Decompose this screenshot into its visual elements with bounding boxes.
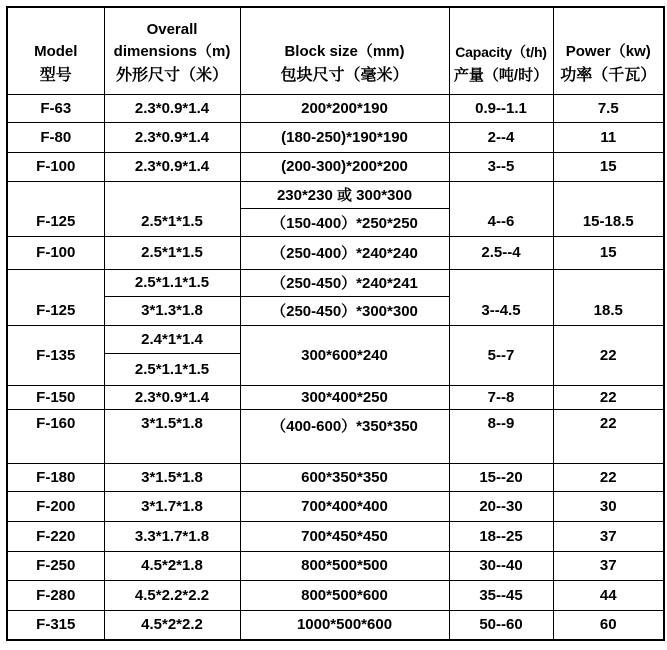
overall-cell: 2.3*0.9*1.4	[104, 152, 240, 181]
capacity-cell: 7--8	[449, 385, 553, 409]
capacity-cell: 4--6	[449, 181, 553, 236]
power-cell: 11	[553, 122, 664, 152]
block-cell: （250-400）*240*240	[240, 236, 449, 269]
row-f63	[7, 94, 664, 122]
model-header-cell	[7, 7, 104, 94]
model-cell: F-220	[7, 521, 104, 551]
capacity-cell: 15--20	[449, 463, 553, 491]
power-cell: 30	[553, 491, 664, 521]
row-f80	[7, 122, 664, 152]
row-f100a	[7, 152, 664, 181]
power-header-zh: 功率（千瓦）	[560, 66, 657, 84]
overall-cell-option2: 2.5*1.1*1.5	[104, 353, 240, 385]
capacity-cell: 35--45	[449, 580, 553, 610]
model-cell: F-80	[7, 122, 104, 152]
overall-cell: 3.3*1.7*1.8	[104, 521, 240, 551]
row-f100b	[7, 236, 664, 269]
model-cell: F-200	[7, 491, 104, 521]
power-cell: 22	[553, 385, 664, 409]
capacity-cell: 5--7	[449, 325, 553, 385]
overall-cell-option1: 2.4*1*1.4	[104, 325, 240, 353]
overall-cell: 2.5*1*1.5	[104, 236, 240, 269]
row-f220	[7, 521, 664, 551]
row-f250	[7, 551, 664, 580]
capacity-header-zh: 产量（吨/时）	[453, 66, 549, 84]
block-cell: 1000*500*600	[240, 610, 449, 640]
block-cell: (200-300)*200*200	[240, 152, 449, 181]
model-cell: F-315	[7, 610, 104, 640]
row-f150	[7, 385, 664, 409]
block-header-cell	[240, 7, 449, 94]
power-header-cell	[553, 7, 664, 94]
overall-header-cell	[104, 7, 240, 94]
row-f160	[7, 409, 664, 463]
overall-cell-option2: 3*1.3*1.8	[104, 296, 240, 325]
block-cell-option2: （250-450）*300*300	[240, 296, 449, 325]
row-f315	[7, 610, 664, 640]
overall-cell-option1: 2.5*1.1*1.5	[104, 269, 240, 296]
block-header-zh: 包块尺寸（毫米）	[280, 66, 409, 84]
block-cell: 300*400*250	[240, 385, 449, 409]
block-cell: 800*500*500	[240, 551, 449, 580]
block-cell-option1: （250-450）*240*241	[240, 269, 449, 296]
model-cell: F-100	[7, 236, 104, 269]
overall-cell: 4.5*2*2.2	[104, 610, 240, 640]
model-cell: F-180	[7, 463, 104, 491]
capacity-cell: 0.9--1.1	[449, 94, 553, 122]
capacity-cell: 30--40	[449, 551, 553, 580]
overall-cell: 2.3*0.9*1.4	[104, 385, 240, 409]
power-cell: 60	[553, 610, 664, 640]
overall-header-en2: dimensions（m)	[113, 42, 231, 60]
spec-table	[6, 6, 665, 641]
model-cell: F-125	[7, 269, 104, 325]
overall-cell: 2.3*0.9*1.4	[104, 122, 240, 152]
overall-header-zh: 外形尺寸（米）	[115, 66, 228, 84]
row-f200	[7, 491, 664, 521]
overall-cell: 2.3*0.9*1.4	[104, 94, 240, 122]
overall-cell: 3*1.7*1.8	[104, 491, 240, 521]
capacity-cell: 8--9	[449, 409, 553, 463]
block-cell: 600*350*350	[240, 463, 449, 491]
model-header-en: Model	[34, 42, 78, 60]
power-cell: 15	[553, 152, 664, 181]
block-cell: 700*450*450	[240, 521, 449, 551]
capacity-cell: 18--25	[449, 521, 553, 551]
power-cell: 18.5	[553, 269, 664, 325]
block-cell: (180-250)*190*190	[240, 122, 449, 152]
capacity-header-cell	[449, 7, 553, 94]
row-f180	[7, 463, 664, 491]
block-cell: 300*600*240	[240, 325, 449, 385]
block-cell: 700*400*400	[240, 491, 449, 521]
model-cell: F-250	[7, 551, 104, 580]
block-cell: 200*200*190	[240, 94, 449, 122]
model-cell: F-125	[7, 181, 104, 236]
power-cell: 44	[553, 580, 664, 610]
overall-cell: 3*1.5*1.8	[104, 463, 240, 491]
overall-cell: 2.5*1*1.5	[104, 181, 240, 236]
overall-cell: 3*1.5*1.8	[104, 409, 240, 463]
power-cell: 37	[553, 551, 664, 580]
capacity-cell: 20--30	[449, 491, 553, 521]
capacity-header-en: Capacity（t/h)	[455, 43, 547, 60]
model-cell: F-135	[7, 325, 104, 385]
model-cell: F-100	[7, 152, 104, 181]
power-header-en: Power（kw)	[565, 42, 651, 60]
overall-cell: 4.5*2*1.8	[104, 551, 240, 580]
model-cell: F-63	[7, 94, 104, 122]
capacity-cell: 3--4.5	[449, 269, 553, 325]
block-cell: 800*500*600	[240, 580, 449, 610]
power-cell: 22	[553, 409, 664, 463]
overall-cell: 4.5*2.2*2.2	[104, 580, 240, 610]
row-f125b-sub1	[7, 269, 664, 296]
spec-table-container	[6, 6, 665, 641]
model-cell: F-280	[7, 580, 104, 610]
row-f135-sub1	[7, 325, 664, 353]
block-header-en: Block size（mm)	[284, 42, 405, 60]
block-cell: （400-600）*350*350	[240, 409, 449, 463]
capacity-cell: 3--5	[449, 152, 553, 181]
power-cell: 37	[553, 521, 664, 551]
model-cell: F-160	[7, 409, 104, 463]
power-cell: 15	[553, 236, 664, 269]
capacity-cell: 50--60	[449, 610, 553, 640]
power-cell: 7.5	[553, 94, 664, 122]
power-cell: 15-18.5	[553, 181, 664, 236]
capacity-cell: 2--4	[449, 122, 553, 152]
header-row	[7, 7, 664, 94]
power-cell: 22	[553, 463, 664, 491]
block-cell-option1: 230*230 或 300*300	[240, 181, 449, 208]
model-cell: F-150	[7, 385, 104, 409]
capacity-cell: 2.5--4	[449, 236, 553, 269]
block-cell-option2: （150-400）*250*250	[240, 208, 449, 236]
row-f280	[7, 580, 664, 610]
overall-header-en1: Overall	[146, 20, 198, 38]
power-cell: 22	[553, 325, 664, 385]
row-f125a-sub1	[7, 181, 664, 208]
model-header-zh: 型号	[39, 66, 72, 84]
